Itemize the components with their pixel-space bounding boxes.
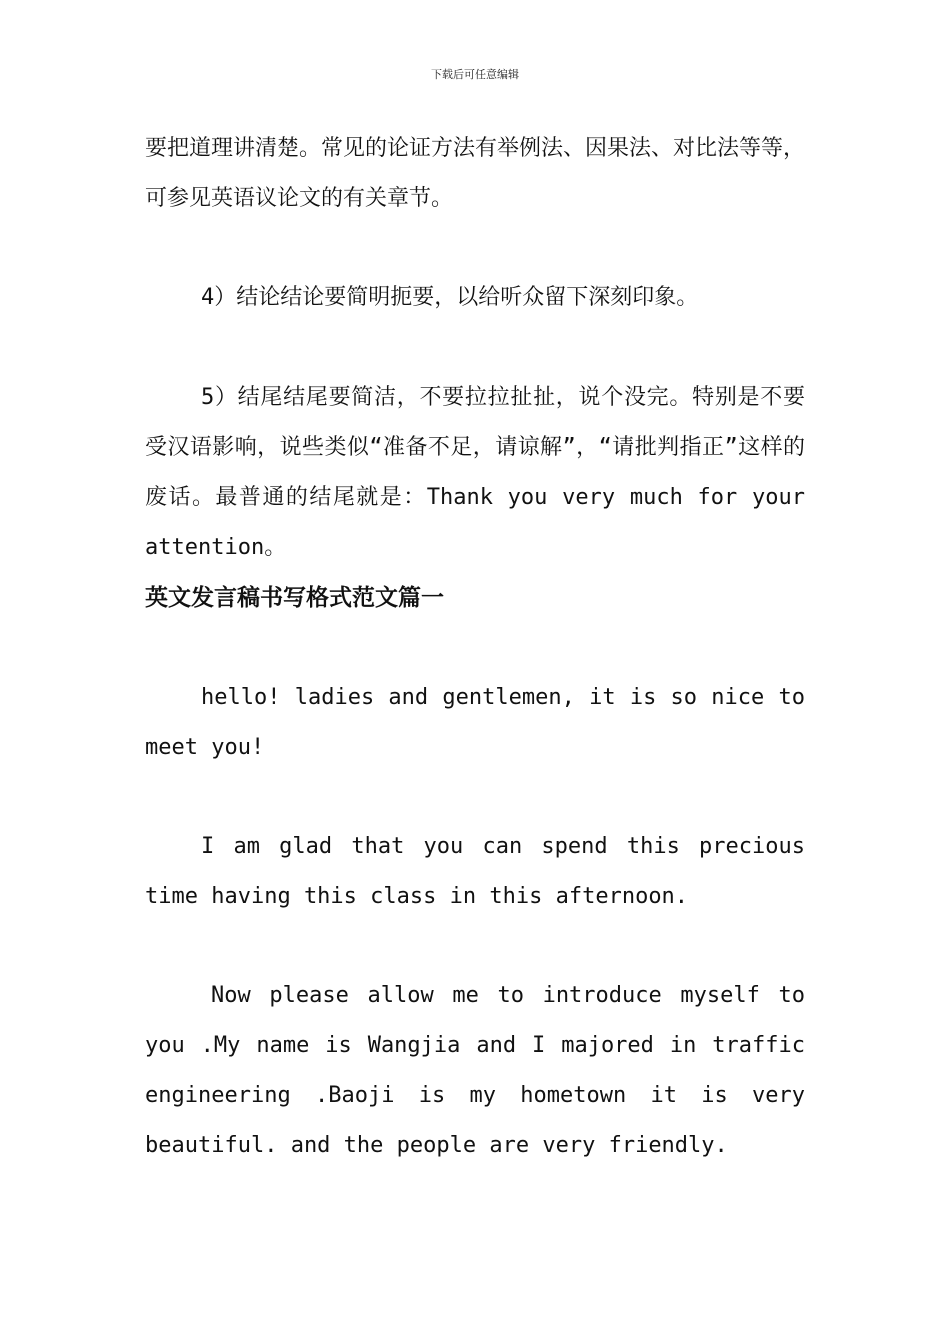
paragraph-conclusion: 4）结论结论要简明扼要，以给听众留下深刻印象。 <box>201 285 699 310</box>
section-heading: 英文发言稿书写格式范文篇一 <box>145 584 444 611</box>
paragraph-greeting: hello! ladies and gentlemen, it is so nice to meet you! <box>145 685 805 760</box>
paragraph-gratitude: I am glad that you can spend this precious time having this class in this afternoon. <box>145 834 805 909</box>
paragraph-argument-methods: 要把道理讲清楚。常见的论证方法有举例法、因果法、对比法等等，可参见英语议论文的有关章节。 <box>145 136 806 211</box>
paragraph-introduction: Now please allow me to introduce myself to you .My name is Wangjia and I majored in traffic engineering .Baoji is my hometown it is very beautiful. and the people are very friendly. <box>145 983 805 1158</box>
paragraph-ending: 5）结尾结尾要简洁，不要拉拉扯扯，说个没完。特别是不要受汉语影响，说些类似“准备不足，请谅解”，“请批判指正”这样的废话。最普通的结尾就是：Thank you very much for your attention。 <box>145 385 805 560</box>
page-header: 下载后可任意编辑 <box>431 68 519 81</box>
